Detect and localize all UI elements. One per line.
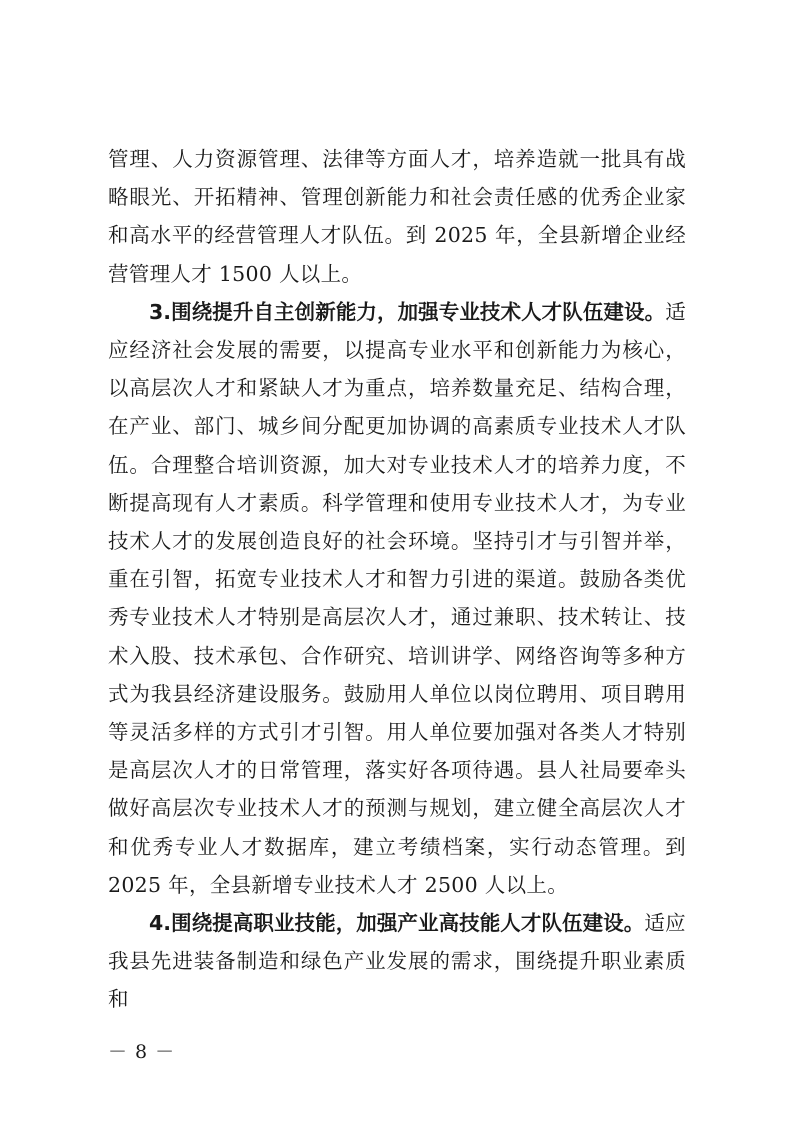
page-number: － 8 － [108, 1041, 176, 1063]
paragraph-text: 适应经济社会发展的需要，以提高专业水平和创新能力为核心，以高层次人才和紧缺人才为重点，培养数量充足、结构合理，在产业、部门、城乡间分配更加协调的高素质专业技术人才队伍。合理整合培训资源，加大对专业技术人才的培养力度，不断提高现有人才素质。科学管理和使用专业技术人才，为专业技术人才的发展创造良好的社会环境。坚持引才与引智并举，重在引智，拓宽专业技术人才和智力引进的渠道。鼓励各类优秀专业技术人才特别是高层次人才，通过兼职、技术转让、技术入股、技术承包、合作研究、培训讲学、网络咨询等多种方式为我县经济建设服务。鼓励用人单位以岗位聘用、项目聘用等灵活多样的方式引才引智。用人单位要加强对各类人才特别是高层次人才的日常管理，落实好各项待遇。县人社局要牵头做好高层次专业技术人才的预测与规划，建立健全高层次人才和优秀专业人才数据库，建立考绩档案，实行动态管理。到 2025 年，全县新增专业技术人才 2500 人以上。 [108, 299, 686, 897]
paragraph-text: 管理、人力资源管理、法律等方面人才，培养造就一批具有战略眼光、开拓精神、管理创新能力和社会责任感的优秀企业家和高水平的经营管理人才队伍。到 2025 年，全县新增企业经营管理人才 1500 人以上。 [108, 147, 686, 286]
section-heading-3: 3.围绕提升自主创新能力，加强专业技术人才队伍建设。 [149, 299, 666, 324]
section-heading-4: 4.围绕提高职业技能，加强产业高技能人才队伍建设。 [149, 911, 645, 936]
paragraph-text: 适应我县先进装备制造和绿色产业发展的需求，围绕提升职业素质和 [108, 911, 686, 1012]
paragraph-section-4 [108, 904, 686, 1019]
document-body [108, 140, 686, 1019]
paragraph-continued [108, 140, 686, 293]
paragraph-section-3 [108, 293, 686, 904]
